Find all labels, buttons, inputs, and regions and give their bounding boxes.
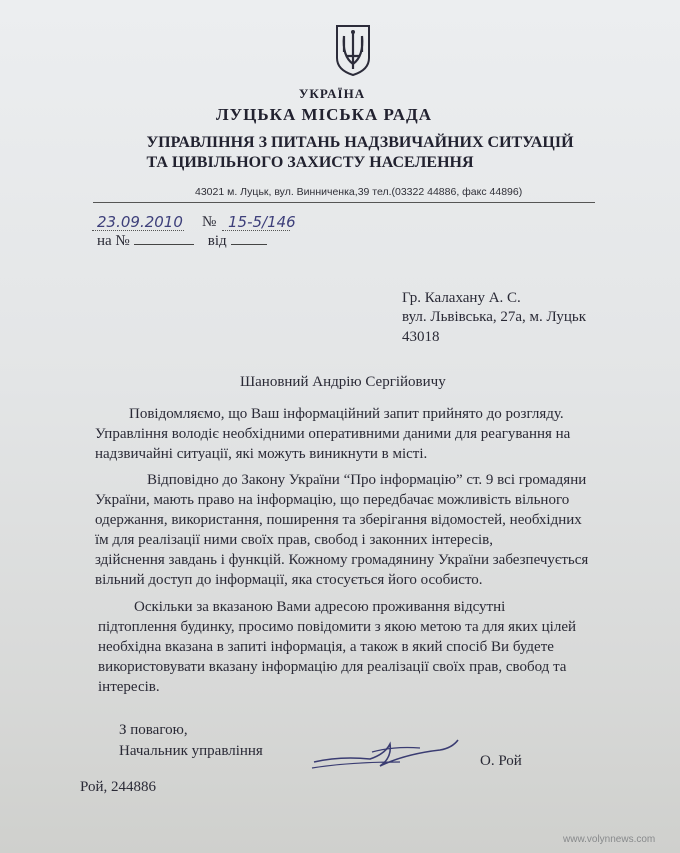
paragraph-2: [95, 470, 612, 590]
paragraph-line: Оскільки за вказаною Вами адресою проживання відсутні: [134, 599, 506, 615]
on-number-label: на №: [97, 233, 130, 249]
closing-regards: З повагою,: [119, 722, 188, 738]
trident-coat-of-arms-icon: [334, 24, 372, 76]
header-divider: [93, 202, 595, 203]
department-address: 43021 м. Луцьк, вул. Винниченка,39 тел.(03322 44886, факс 44896): [195, 186, 523, 198]
greeting: Шановний Андрію Сергійовичу: [240, 374, 446, 390]
number-underline: [222, 230, 290, 231]
paragraph-line: інтересів.: [98, 679, 160, 695]
paragraph-3: [98, 597, 606, 697]
paragraph-line: надзвичайні ситуації, які можуть виникнути в місті.: [95, 446, 428, 462]
recipient-street: вул. Львівська, 27а, м. Луцьк: [402, 309, 586, 325]
recipient-name: Гр. Калахану А. С.: [402, 290, 521, 306]
paragraph-line: України, мають право на інформацію, що передбачає можливість вільного: [95, 492, 570, 508]
paragraph-1: [95, 404, 610, 464]
paragraph-line: здійснення завдань і функцій. Кожному громадянину України забезпечується: [95, 552, 589, 568]
number-label: №: [202, 214, 217, 230]
paragraph-line: Відповідно до Закону України “Про інформацію” ст. 9 всі громадяни: [147, 472, 587, 488]
paragraph-line: Управління володіє необхідними оперативними даними для реагування на: [95, 426, 571, 442]
department-heading-line2: ТА ЦИВІЛЬНОГО ЗАХИСТУ НАСЕЛЕННЯ: [146, 154, 474, 171]
signatory-title: Начальник управління: [119, 743, 263, 759]
paragraph-line: їм для реалізації ними своїх прав, свобод і законних інтересів,: [95, 532, 493, 548]
recipient-postcode: 43018: [402, 329, 440, 345]
watermark: www.volynnews.com: [563, 834, 656, 845]
date-underline: [92, 230, 184, 231]
paragraph-line: Повідомляємо, що Ваш інформаційний запит прийнято до розгляду.: [129, 406, 564, 422]
signatory-name: О. Рой: [480, 753, 522, 769]
paragraph-line: вільний доступ до інформації, яка стосується його особисто.: [95, 572, 483, 588]
handwritten-number: 15-5/146: [228, 213, 296, 231]
paragraph-line: підтоплення будинку, просимо повідомити з якою метою та для яких цілей: [98, 619, 577, 635]
country-heading: УКРАЇНА: [298, 86, 366, 101]
council-heading: ЛУЦЬКА МІСЬКА РАДА: [216, 105, 432, 124]
reply-reference-line: [97, 233, 267, 250]
department-heading-line1: УПРАВЛІННЯ З ПИТАНЬ НАДЗВИЧАЙНИХ СИТУАЦІЙ: [146, 134, 574, 151]
executor-contact: Рой, 244886: [80, 779, 156, 795]
handwritten-signature: [310, 732, 460, 776]
paragraph-line: одержання, використання, поширення та зберігання відомостей, необхідних: [95, 512, 582, 528]
paragraph-line: необхідна вказана в запиті інформація, а також в який спосіб Ви будете: [98, 639, 554, 655]
from-date-blank: [231, 244, 267, 245]
handwritten-date: 23.09.2010: [97, 213, 183, 231]
on-number-blank: [134, 244, 194, 245]
paragraph-line: використовувати вказану інформацію для реалізації своїх прав, свобод та: [98, 659, 567, 675]
from-label: від: [207, 233, 227, 249]
